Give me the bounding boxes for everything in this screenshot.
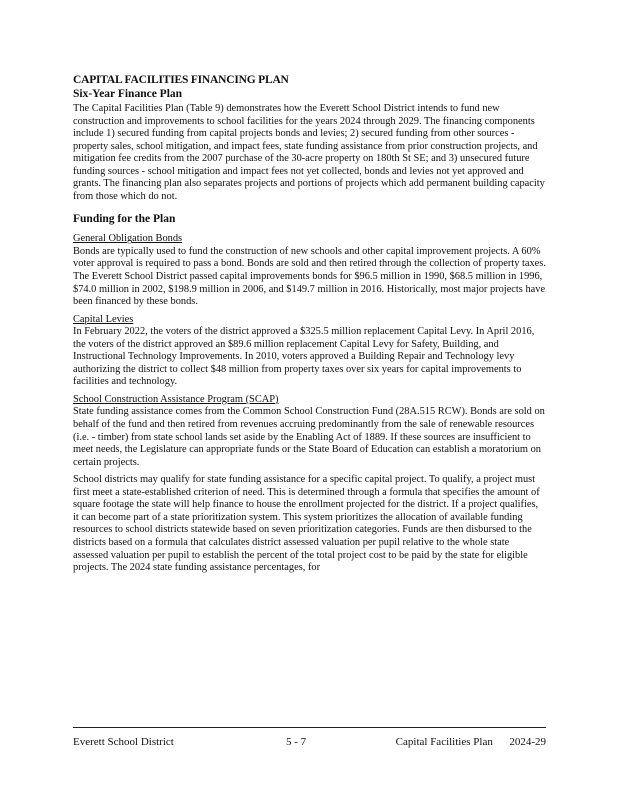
capital-levies-text: In February 2022, the voters of the district approved a $325.5 million replacement Capital Levy. In April 2016, the voters of the district approved an $89.6 million replacement Capital Levy for Safety, Building, and Instructional Technology Improvements. In 2010, voters approved a Building Repair and Technology levy authorizing the district to collect $48 million from property taxes over six years for capital improvements to facilities and technology. bbox=[73, 326, 535, 388]
go-bonds-text: Bonds are typically used to fund the construction of new schools and other capital improvement projects. A 60% voter approval is required to pass a bond. Bonds are sold and then retired through the collection of property taxes. The Everett School District passed capital improvements bonds for $96.5 million in 1990, $68.5 million in 1996, $74.0 million in 2002, $198.9 million in 2006, and $149.7 million in 2016. Historically, most major projects have been financed by these bonds. bbox=[73, 245, 546, 308]
state-funding-paragraph: School districts may qualify for state funding assistance for a specific capital project. To qualify, a project must first meet a state-established criterion of need. This is determined through a formula that specifies the amount of square footage the state will help finance to house the enrollment projected for the district. If a project qualifies, it can become part of a state prioritization system. This system prioritizes the allocation of available funding resources to school districts statewide based on seven prioritization categories. Funds are then disbursed to the districts based on a formula that calculates district assessed valuation per pupil relative to the whole state assessed valuation per pupil to establish the percent of the total project cost to be paid by the state for eligible projects. The 2024 state funding assistance percentages, for bbox=[73, 474, 540, 574]
page-subtitle: Six-Year Finance Plan bbox=[73, 88, 183, 100]
footer-plan-title: Capital Facilities Plan 2024-29 bbox=[395, 736, 546, 748]
go-bonds-heading: General Obligation Bonds bbox=[73, 233, 183, 245]
document-page bbox=[73, 73, 546, 580]
scap-heading: School Construction Assistance Program (SCAP) bbox=[73, 393, 279, 405]
section-go-bonds bbox=[73, 233, 546, 308]
page-title: CAPITAL FACILITIES FINANCING PLAN bbox=[73, 74, 289, 86]
footer-page-number: 5 - 7 bbox=[286, 736, 307, 748]
section-scap bbox=[73, 394, 546, 469]
section-capital-levies bbox=[73, 314, 546, 389]
intro-paragraph: The Capital Facilities Plan (Table 9) demonstrates how the Everett School District intends to fund new construction and improvements to school facilities for the years 2024 through 2029. The financing components include 1) secured funding from capital projects bonds and levies; 2) secured funding from other sources - property sales, school mitigation, and impact fees, state funding assistance from prior construction projects, and mitigation fee credits from the 2007 purchase of the 30-acre property on 180th St SE; and 3) unsecured future funding sources - school mitigation and impact fees not yet collected, bonds and levies not yet approved and grants. The financing plan also separates projects and portions of projects which add permanent building capacity from those which do not. bbox=[73, 103, 545, 202]
footer-district: Everett School District bbox=[73, 736, 174, 748]
funding-heading: Funding for the Plan bbox=[73, 213, 176, 226]
capital-levies-heading: Capital Levies bbox=[73, 313, 134, 325]
scap-text: State funding assistance comes from the Common School Construction Fund (28A.515 RCW). Bonds are sold on behalf of the fund and then retired from revenues accruing predominantly from the sale of renewable resources (i.e. - timber) from state school lands set aside by the Enabling Act of 1889. If these sources are insufficient to meet needs, the Legislature can appropriate funds or the State Board of Education can establish a moratorium on certain projects. bbox=[73, 406, 545, 468]
footer-divider bbox=[73, 727, 546, 728]
